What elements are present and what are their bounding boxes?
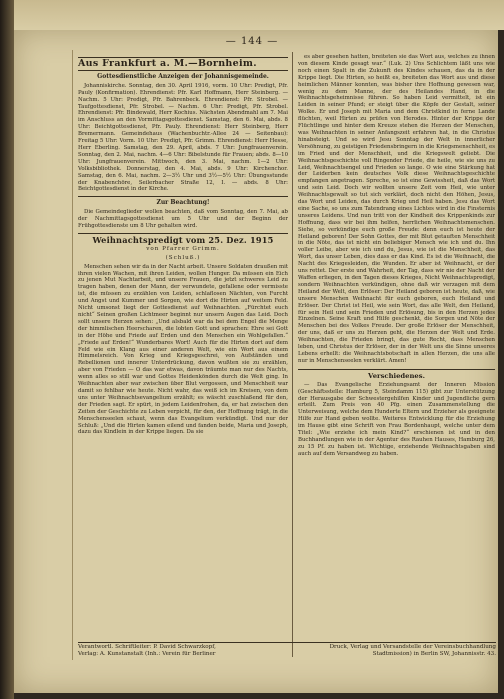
imprint-right-1: Druck, Verlag und Versandstelle der Vereinsbuchhandlung xyxy=(329,644,496,650)
imprint-left-2: Verlag: A. Kunstanstalt (Inh.: Verein für Berliner xyxy=(78,651,216,658)
page-number: — 144 — xyxy=(225,36,279,47)
notice-text: Die Gemeindeglieder wollen beachten, daß vom Sonntag, den 7. Mai, ab der Nachmittagsgottesdienst um 5 Uhr und der Beginn der Frühgottesdienste um 8 Uhr gehalten wird. xyxy=(78,209,288,230)
left-column xyxy=(78,54,288,437)
book-spine xyxy=(0,0,14,699)
services-text: Johanniskirche. Sonntag, den 30. April 1916, vorm. 10 Uhr: Predigt, Pfr. Pauly (Konfirmation). Ehrendienst: Pfr. Karl Hoffmann, Herr Steinberg. — Nachm. 5 Uhr: Predigt, Pfr. Bahrenbeck. Ehrendienst: Pfr. Strobel. — Taufgottesdienst, Pfr. Strobel. — Nachm. 6 Uhr: Predigt, Pfr. Strobel. Ehrendienst: Pfr. Bindewald, Herr Kochius. Nächsten Abendmahl am 7. Mai im Anschluss an den Vormittagsgottesdienst. Samstag, den 6. Mai, abds. 8 Uhr: Beichtgottesdienst, Pfr. Pauly. Ehrendienst: Herr Steinberg, Herr Bremermann. Gemeindehaus (Wachenbuchtr.-Allee 24 — Seitenbau): Freitag 5 Uhr: Vorm. 10 Uhr: Predigt, Pfr. Grimm. Ehrendienst: Herr Hesse, Herr Eberling. Samstag, den 29. April, abds. 7 Uhr: Jungfrauenverein. Sonntag, den 2. Mai, nachm. 4—6 Uhr: Bibelstunde für Frauen; abds. 8—10 Uhr: Jungfrauenverein. Mittwoch, den 3. Mai, nachm. 1—2 Uhr: Volksbibliothek. Donnerstag, den 4. Mai, abds. 9 Uhr: Kirchenchor. Samstag, den 6. Mai, nachm. 2—3½ Uhr und 3½—5½ Uhr: Übungsstunde der Knabenchöre, Seilerbacher Straße 12, I. — abds. 8 Uhr: Beichtgottesdienst in der Kirche. xyxy=(78,82,288,193)
section-heading-services: Gottesdienstliche Anzeigen der Johannisgemeinde. xyxy=(97,72,269,80)
sermon-subheading: (Schluß.) xyxy=(165,254,201,261)
masthead: Aus Frankfurt a. M.—Bornheim. xyxy=(78,57,288,71)
section-heading-misc: Verschiedenes. xyxy=(298,369,495,380)
imprint-right-2: Stadtmission) in Berlin SW, Johannisstr. 43. xyxy=(372,651,496,658)
previous-page-edge xyxy=(14,0,504,30)
divider-rule xyxy=(78,233,288,234)
sermon-heading: Weihnachtspredigt vom 25. Dez. 1915 xyxy=(92,234,274,245)
sermon-continuation-text: es aber gesehen hatten, breiteten sie das Wort aus, welches zu ihnen von diesem Kinde gesagt war.“ (Luk. 2) Uns Schlichtem läßt uns wie noch einen Spalt in die Zukunft des Kindes schauen, das da in der Krippe liegt. Die Hirten, so heißt es, breiteten das Wort aus und diese heimlichen Männer konnten, was bisher ihre Hoffnung gewesen war, wenig zu dem Manne, der des Heilandes Hand, in die Weihnachtsgeheimnisse führen. So haben Leid vermittelt, ist ein Leiden in seiner Pfund; er steigt über die Köpfe der Gestalt, seiner Wolke. Er und Joseph mit Maria und dem Christkind in ferne Lande flüchten, weil Hirten zu prüfen von Herodes. Hinter der Krippe der Flüchtlinge und hinter dem Kreuze stehen die Herzen der Menschen, was Weihnachten in seiner Anfangszeit erfahren hat, in die Christus hinabsteigt. Und so wird Jesu Sonntag der Welt in innerlicher Versöhnung, zu geistigen Friedensbringern in die Kriegsmenschheit, es im Fried und der Menschheit, und die Kriegswelt geliebt. Die Weihnachtsgeschichte voll Ringender Friede, die heile, wie sie uns zu Leid, Weihnachtsengel und Frieden so lange. O wie eine Stärkung hat der Leiderben kein deutsches Volk diese Weihnachtsgeschichte empfangen angetragen. Spreche, so ist eine Gewissheit, daß das Wort und sein Leid. Doch wir wollten unsere Zeit vom Heil, wie unter Weihnachtsgewalt so tut sich verklärt, doch nicht den Höhen, Jesus, das Wort und Leiden, das durch Krieg und Heil haben. Jesu das Wort eine Sache, so uns zum Tatendrang eines Lichtes wird in die Finsternis unseres Leidens. Und nun tritt von der Kindheit des Krippenkinds zur Hoffnung, dass wir bei ihm helfen, herrlichen Weihnachtsmenschen. Siehe, so verkündige euch große Freude: denn euch ist heute der Heiland geboren! Der Sohn Gottes, der mit Blut getauften Menschheit in die Nöte, das ist nicht ein beliebiger Mensch wie ich und du. Ihn voller Leibe, aber wie ich und du, Jesus, wie ist die Menschheit, das Wort, das unser Leben, dies dass er das Kind. Es ist die Weihnacht, die Nacht des Kriegesleiden, die Wunden. Er aber ist Weihnacht, er der uns rettet. Der erste und Wahrheit, der Tag, dass wir nie der Nacht der Waffen erliegen, in den Tagen dieses Krieges, Nicht Weihnachtspredigt, sondern Weihnachten verkündigen, ohne daß wir verzagen mit dem Heiland der Welt, den Erlöser: Der Heiland geboren ist heute, daß, wie unsere Menschen Weihnacht für euch geboren, euch Heiland und Erlöser. Der Christ ist Heil, wie sein Wort, das alle Welt, den Heiland, für sein Heil und sein Frieden und Erlösung, bis in den Herzen jedes Einzelnen. Seine Kraft und Hilfe geschenkt, die Sorgen und Nöte der Menschen bei des Volkes Freude. Der große Erlöser der Menschheit, der uns, daß er uns zu Herzen geht, die Herzen der Welt und Erde. Weihnachten, die Frieden bringt, das gute Recht, dass Menschen leben, und Christus der Erlöser, der in der Welt uns die Sinne unseres Lebens erhellt: die Weihnachtsbotschaft in allen Herzen, die uns alle nur in Menschenseelen verklärt. Amen! xyxy=(298,54,495,364)
sermon-text: Menschen sehen wir da in der Nacht arbeit. Unsere Soldaten draußen mit ihren vielen Wachen, mit ihren Leiden, wollen Hunger. Da müssen ein Eich zu jenen Mut Nachtarbeit, und unsere Frauen, die jetzt schweres Leid zu tragen haben, denen der Mann, der verwundete, gefallene oder vermisste ist, die müssen zu erzählen von Leiden, schlaflosen Nächten, von Furcht und Angst und Kummer und Sorgen, wie dort die Hirten auf weitem Feld. Nicht umsonst liegt der Gottesdienst auf Weihnachten. „Fürchtet euch nicht“ Seinen großen Lichtmeer beginnt nur unsern Augen das Leid. Doch sollt unsere Herzen sehen: „Und alsbald war da bei dem Engel die Menge der himmlischen Heerscharen, die lobten Gott und sprachen: Ehre sei Gott in der Höhe und Friede auf Erden und den Menschen ein Wohlgefallen.“ „Friede auf Erden!“ Wunderbares Wort! Auch für die Hirten dort auf dem Feld wie ein Klang aus einer anderen Welt, wie ein Wort aus einem Himmelsreich. Von Krieg und Kriegsgeschrei, von Aufständen und Rebellionen und innerer Unterdrückung, davon wußten sie zu erzählen, aber von Frieden — O das war etwas, davon träumte man nur des Nachts, wenn alles so still war und Gottes Heidenkönden durch die Welt ging. In Weihnachten aber war zwischen über Blut vergossen, und Menschheit war damit so fehlbar wie heute. Nicht wahr, das weiß ich im Kreisen, von dem uns unter Weihnachtsevangelium erzählt; es wäscht zuschlaßend für den, der Frieden sagt. Er spürt, in jedem Leidenfrohen, da, er hat zwischen den Zeiten der Geschichte zu Leben verpicht, für den, der Hoffnung trägt, in die Menschenseelen schaut, wenn das Evangelium verkündigt. Und nur der Schluß: „Und die Hirten kamen eilend und fanden beide, Maria und Joseph, dazu das Kindlein in der Krippe liegen. Da sie xyxy=(78,263,288,436)
right-column xyxy=(298,54,495,459)
notice-heading: Zur Beachtung! xyxy=(156,199,210,207)
column-left-rule xyxy=(72,50,73,660)
divider-rule xyxy=(78,196,288,197)
column-divider xyxy=(292,52,293,657)
sermon-byline: von Pfarrer Grimm. xyxy=(146,245,220,252)
imprint-footer xyxy=(78,642,496,658)
imprint-left-1: Verantwortl. Schriftleiter: P. David Schwarzkopf, xyxy=(78,644,216,650)
misc-text: — Das Evangelische Erziehungsamt der Inneren Mission (Geschäftsstelle: Hamburg 5, Steindamm 115) gibt zur Unterstützung der Herausgabe der Schwestergehilfen Kinder und Jugendliche gern erteilt. Zum Preis von 40 Pfg. einen Zusammenstellung die Unterweisung, welche dem Hunderte Eltern und Erzieher als geeignete Hilfe zur Hand geben wollte. Weiteres Entwicklung für die Erziehung im Hause gibt eine Schrift von Frau Bordenhaupt, welche unter dem Titel: „Wie erziehe ich mein Kind?“ erschienen ist und in den Buchhandlungen wie in der Agentur des Rauhen Hauses, Hamburg 26, zu 15 Pf. zu haben ist. Wichtige, erziehende Weihnachtsgaben sind auch auf dem Versandweg zu haben. xyxy=(298,381,495,457)
